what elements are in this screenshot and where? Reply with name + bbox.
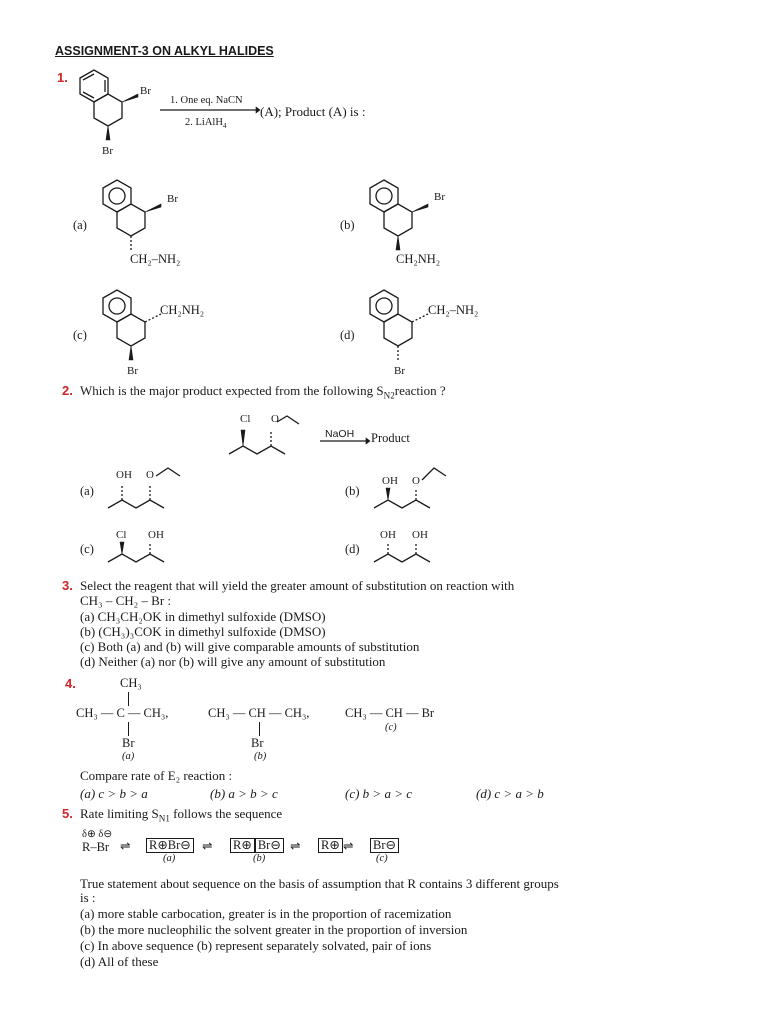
svg-text:Br: Br xyxy=(394,365,405,377)
q2-option-d-structure xyxy=(370,526,450,566)
q5-option-d: (d) All of these xyxy=(80,954,159,969)
q1-option-a-label: (a) xyxy=(73,218,87,232)
svg-text:OH: OH xyxy=(380,529,396,541)
q3-option-a: (a) CH₃CH₂OK in dimethyl sulfoxide (DMSO) xyxy=(80,609,326,624)
question-3-text-line-2: CH₃ – CH₂ – Br : xyxy=(80,593,172,608)
q4-a-br: Br xyxy=(122,736,135,750)
q5-eq-arrow-2: ⇌ xyxy=(202,839,213,853)
svg-text:O: O xyxy=(271,413,279,425)
q5-species-a: R⊕Br⊖ xyxy=(146,838,194,853)
svg-text:O: O xyxy=(146,469,154,481)
q2-option-c-label: (c) xyxy=(80,542,94,556)
question-1-number: 1. xyxy=(57,70,68,85)
q2-product: Product xyxy=(371,431,410,445)
q2-option-c-structure xyxy=(104,526,184,566)
q1-option-a-substituent: CH₂–NH₂ xyxy=(130,252,181,266)
q2-option-d-label: (d) xyxy=(345,542,360,556)
q5-species-c-anion: Br⊖ xyxy=(370,838,399,853)
q1-reagent-2: 2. LiAlH$_4$ xyxy=(185,117,227,131)
q4-b-label: (b) xyxy=(254,751,267,762)
q2-reagent: NaOH xyxy=(325,428,355,440)
svg-text:Br: Br xyxy=(140,85,151,97)
svg-text:Cl: Cl xyxy=(240,413,251,425)
q4-a-label: (a) xyxy=(122,751,135,762)
q4-b-main-chain: CH₃ — CH — CH₃, xyxy=(208,706,310,720)
q4-c-label: (c) xyxy=(385,722,397,733)
svg-text:Br: Br xyxy=(434,191,445,203)
question-4-number: 4. xyxy=(65,676,76,691)
q2-reaction-arrow xyxy=(320,437,370,445)
svg-text:OH: OH xyxy=(148,529,164,541)
q2-option-b-label: (b) xyxy=(345,484,360,498)
q4-a-main-chain: CH₃ — C — CH₃, xyxy=(76,706,169,720)
q5-eq-arrow-4: ⇌ xyxy=(343,839,354,853)
svg-text:OH: OH xyxy=(116,469,132,481)
q5-option-b: (b) the more nucleophilic the solvent greater in the proportion of inversion xyxy=(80,922,468,937)
q3-option-d: (d) Neither (a) nor (b) will give any amount of substitution xyxy=(80,654,386,669)
question-2-text: Which is the major product expected from the following $S_{N2}reaction$ ? xyxy=(80,383,446,401)
q3-option-c: (c) Both (a) and (b) will give comparable amounts of substitution xyxy=(80,639,420,654)
q1-option-d-structure xyxy=(362,280,472,380)
q1-option-b-label: (b) xyxy=(340,218,355,232)
q5-label-c: (c) xyxy=(376,853,388,864)
q4-c-main-chain: CH₃ — CH — Br xyxy=(345,706,435,720)
question-3-number: 3. xyxy=(62,578,73,593)
svg-text:OH: OH xyxy=(412,529,428,541)
question-3-text-line-1: Select the reagent that will yield the greater amount of substitution on reaction with xyxy=(80,578,515,593)
q1-option-c-structure xyxy=(95,280,205,380)
page-title: ASSIGNMENT-3 ON ALKYL HALIDES xyxy=(55,44,274,58)
svg-text:Br: Br xyxy=(102,145,113,157)
svg-text:Br: Br xyxy=(127,365,138,377)
q4-a-bottom-bond xyxy=(128,722,129,736)
q1-product-text: (A); Product (A) is : xyxy=(260,104,366,119)
svg-text:OH: OH xyxy=(382,475,398,487)
q5-eq-arrow-3: ⇌ xyxy=(290,839,301,853)
q1-option-d-substituent: CH₂–NH₂ xyxy=(428,303,479,317)
question-2-number: 2. xyxy=(62,383,73,398)
q4-option-a: (a) c > b > a xyxy=(80,786,148,801)
q4-a-top-group: CH₃ xyxy=(120,676,142,690)
q4-option-d: (d) c > a > b xyxy=(476,786,544,801)
q5-species-c-cation: R⊕ xyxy=(318,838,343,853)
q4-b-br: Br xyxy=(251,736,264,750)
q5-text-line-1: True statement about sequence on the basis of assumption that R contains 3 different groups xyxy=(80,876,559,891)
q1-option-b-substituent: CH₂NH₂ xyxy=(396,252,441,266)
svg-text:Cl: Cl xyxy=(116,529,127,541)
svg-text:O: O xyxy=(412,475,420,487)
q4-a-top-bond xyxy=(128,692,129,706)
q1-option-c-label: (c) xyxy=(73,328,87,342)
q4-option-c: (c) b > a > c xyxy=(345,786,412,801)
question-5-number: 5. xyxy=(62,806,73,821)
q5-label-a: (a) xyxy=(163,853,176,864)
q5-option-c: (c) In above sequence (b) represent separately solvated, pair of ions xyxy=(80,938,432,953)
q1-option-d-label: (d) xyxy=(340,328,355,342)
q1-option-c-substituent: CH₂NH₂ xyxy=(160,303,205,317)
q4-option-b: (b) a > b > c xyxy=(210,786,278,801)
q2-option-a-structure xyxy=(104,466,194,516)
q5-option-a: (a) more stable carbocation, greater is in the proportion of racemization xyxy=(80,906,452,921)
question-5-text: Rate limiting $S_{N1}$ follows the sequence xyxy=(80,806,283,824)
q1-reaction-arrow xyxy=(160,106,260,114)
svg-text:Br: Br xyxy=(167,193,178,205)
q5-rbr: R–Br xyxy=(82,840,110,854)
q2-reactant-structure xyxy=(225,410,315,465)
q2-option-b-structure xyxy=(370,466,460,516)
q5-label-b: (b) xyxy=(253,853,266,864)
q5-text-line-2: is : xyxy=(80,890,96,905)
q5-partial-charges: δ⊕ δ⊖ xyxy=(82,829,113,840)
q5-eq-arrow-1: ⇌ xyxy=(120,839,131,853)
q4-compare-text: Compare rate of E₂ reaction : xyxy=(80,768,233,783)
q4-b-bottom-bond xyxy=(259,722,260,736)
q1-reagent-1: 1. One eq. NaCN xyxy=(170,95,243,106)
q2-option-a-label: (a) xyxy=(80,484,94,498)
q1-reactant-structure xyxy=(72,60,172,170)
q3-option-b: (b) (CH₃)₃COK in dimethyl sulfoxide (DMSO) xyxy=(80,624,326,639)
q5-species-b: R⊕ Br⊖ xyxy=(230,838,284,853)
